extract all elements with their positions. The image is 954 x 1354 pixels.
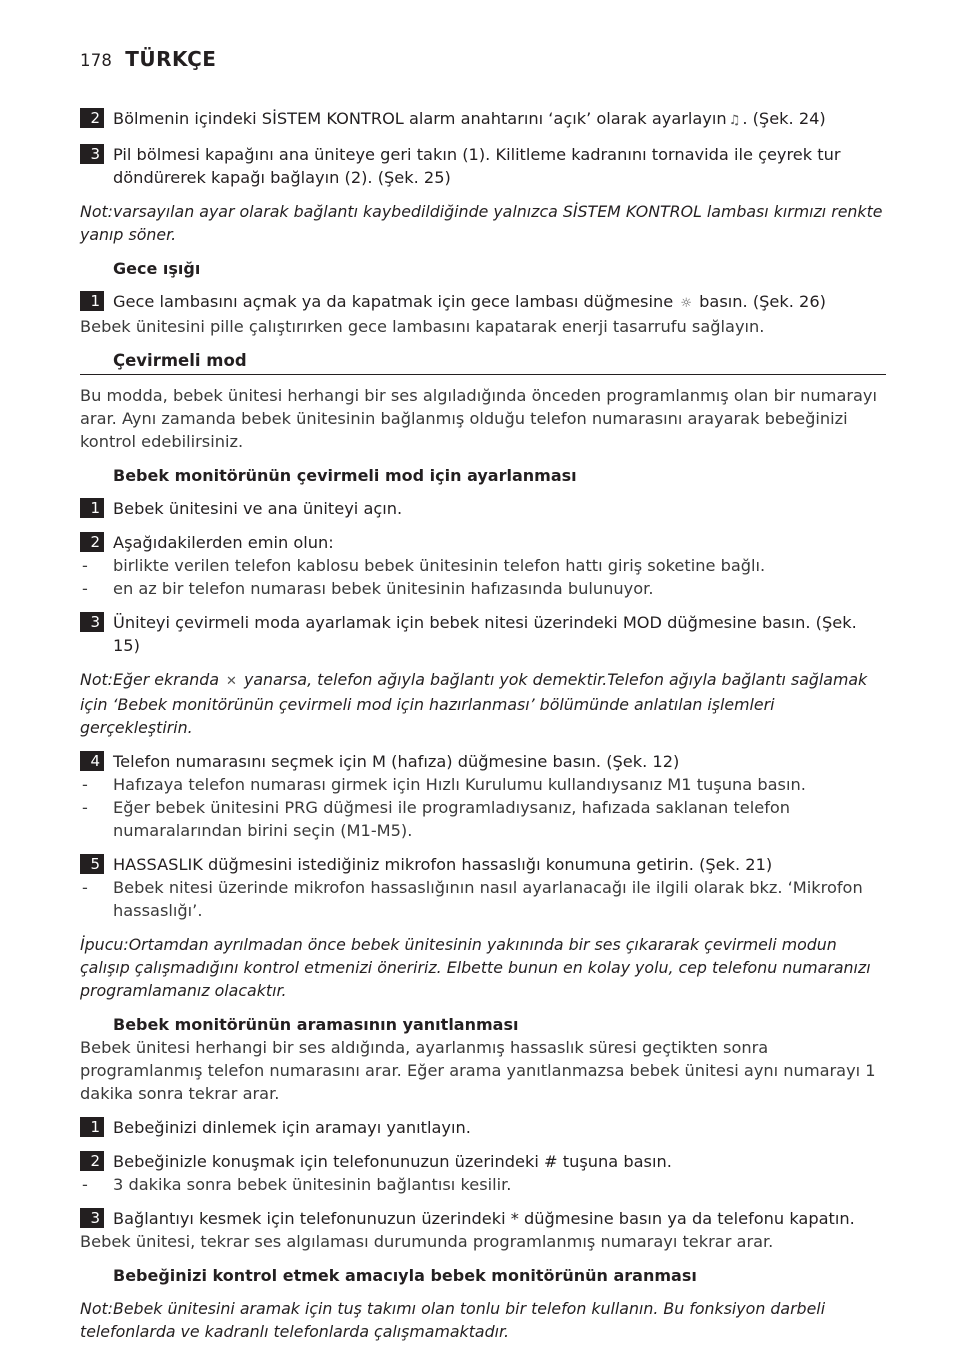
bullet-dash: -: [82, 579, 88, 598]
note-tone-phone: Not:Bebek ünitesini aramak için tuş takımı olan tonlu bir telefon kullanın. Bu fonksiyon darbeli telefonlarda ve kadranlı telefonlarda çalışmamaktadır.: [80, 1299, 826, 1341]
step-text: Gece lambasını açmak ya da kapatmak için gece lambası düğmesine: [113, 292, 674, 311]
step-switch-on: [80, 497, 886, 520]
step-ref: basın. (Şek. 26): [699, 292, 826, 311]
step-text: HASSASLIK düğmesini istediğiniz mikrofon hassaslığı konumuna getirin. (Şek. 21): [113, 855, 773, 874]
note-no-connection: [80, 668, 886, 739]
step-number: 5: [80, 854, 104, 874]
sun-icon: ☼: [680, 296, 692, 311]
step-text: Telefon numarasını seçmek için M (hafıza) düğmesine basın. (Şek. 12): [113, 752, 680, 771]
bullet-text: 3 dakika sonra bebek ünitesinin bağlantısı kesilir.: [113, 1175, 512, 1194]
page-number: 178: [80, 51, 113, 70]
bullet-item: [80, 773, 886, 796]
answer-intro: Bebek ünitesi herhangi bir ses aldığında, ayarlanmış hassaslık süresi geçtikten sonra programlanmış telefon numarasını arar. Eğer arama yanıtlanmazsa bebek ünitesi aynı numarayı 1 dakika sonra tekrar arar.: [80, 1038, 876, 1103]
step-number: 1: [80, 1117, 104, 1137]
step-text: Pil bölmesi kapağını ana üniteye geri takın (1). Kilitleme kadranını tornavida ile çeyrek tur döndürerek kapağı bağlayın (2). (Şek. 25): [113, 145, 841, 187]
step-close-battery-cover: [80, 143, 886, 189]
bullet-item: [80, 577, 886, 600]
step-number: 2: [80, 108, 104, 128]
bullet-text: Bebek nitesi üzerinde mikrofon hassaslığının nasıl ayarlanacağı ile ilgili olarak bkz. ‘Mikrofon hassaslığı’.: [113, 878, 863, 920]
step-number: 4: [80, 751, 104, 771]
step-text: Aşağıdakilerden emin olun:: [113, 533, 334, 552]
bullet-text: Eğer bebek ünitesini PRG düğmesi ile programladıysanız, hafızada saklanan telefon numaralarından birini seçin (M1-M5).: [113, 798, 791, 840]
heading-dial-mode: Çevirmeli mod: [80, 349, 886, 375]
bullet-dash: -: [82, 878, 88, 897]
bullet-dash: -: [82, 556, 88, 575]
step-sensitivity: [80, 853, 886, 876]
answer-after: Bebek ünitesi, tekrar ses algılaması durumunda programlanmış numarayı tekrar arar.: [80, 1232, 774, 1251]
bullet-text: birlikte verilen telefon kablosu bebek ünitesinin telefon hattı giriş soketine bağlı.: [113, 556, 766, 575]
step-talk: [80, 1150, 886, 1173]
step-number: 3: [80, 1208, 104, 1228]
heading-night-light: Gece ışığı: [113, 259, 201, 278]
step-text: Bağlantıyı kesmek için telefonunuzun üzerindeki * düğmesine basın ya da telefonu kapatın.: [113, 1209, 855, 1228]
step-number: 3: [80, 612, 104, 632]
antenna-crossed-icon: ✕: [226, 674, 237, 689]
note-system-control: Not:varsayılan ayar olarak bağlantı kaybedildiğinde yalnızca SİSTEM KONTROL lambası kırmızı renkte yanıp söner.: [80, 202, 883, 244]
bullet-dash: -: [82, 775, 88, 794]
step-number: 3: [80, 144, 104, 164]
step-night-light: [80, 290, 886, 315]
bullet-item: [80, 554, 886, 577]
bullet-item: [80, 876, 886, 922]
step-number: 2: [80, 532, 104, 552]
step-disconnect: [80, 1207, 886, 1230]
step-number: 1: [80, 291, 104, 311]
step-number: 1: [80, 498, 104, 518]
step-mode-button: [80, 611, 886, 657]
step-answer: [80, 1116, 886, 1139]
bell-icon: ♫: [728, 113, 741, 128]
heading-answer-call: Bebek monitörünün aramasının yanıtlanması: [113, 1015, 519, 1034]
language-title: TÜRKÇE: [125, 47, 217, 71]
step-text: Bebeğinizi dinlemek için aramayı yanıtlayın.: [113, 1118, 471, 1137]
bullet-dash: -: [82, 1175, 88, 1194]
heading-call-monitor: Bebeğinizi kontrol etmek amacıyla bebek monitörünün aranması: [113, 1266, 697, 1285]
bullet-item: [80, 1173, 886, 1196]
step-text: Bebek ünitesini ve ana üniteyi açın.: [113, 499, 403, 518]
step-memory-button: [80, 750, 886, 773]
step-make-sure: [80, 531, 886, 554]
step-text: Bebeğinizle konuşmak için telefonunuzun üzerindeki # tuşuna basın.: [113, 1152, 672, 1171]
step-switch-alarm: [80, 107, 886, 132]
heading-dial-setup: Bebek monitörünün çevirmeli mod için ayarlanması: [113, 466, 577, 485]
step-text: Bölmenin içindeki SİSTEM KONTROL alarm anahtarını ‘açık’ olarak ayarlayın: [113, 109, 727, 128]
bullet-item: [80, 796, 886, 842]
step-text: Üniteyi çevirmeli moda ayarlamak için bebek nitesi üzerindeki MOD düğmesine basın. (Şek. 15): [113, 613, 857, 655]
page-header: [80, 48, 216, 74]
step-number: 2: [80, 1151, 104, 1171]
note-text: yanarsa, telefon ağıyla bağlantı yok demektir.Telefon ağıyla bağlantı sağlamak için ‘Bebek monitörünün çevirmeli mod için hazırlanması’ bölümünde anlatılan işlemleri gerçekleştirin.: [80, 670, 868, 737]
dial-mode-intro: Bu modda, bebek ünitesi herhangi bir ses algıladığında önceden programlanmış olan bir numarayı arar. Aynı zamanda bebek ünitesinin bağlanmış olduğu telefon numarasını arayarak bebeğinizi kontrol edebilirsiniz.: [80, 386, 878, 451]
bullet-dash: -: [82, 798, 88, 817]
tip-test-dial-mode: İpucu:Ortamdan ayrılmadan önce bebek ünitesinin yakınında bir ses çıkararak çevirmeli modun çalışıp çalışmadığını kontrol etmenizi öneririz. Elbette bunun en kolay yolu, cep telefonu numaranızı programlamanız olacaktır.: [80, 935, 871, 1000]
night-light-tip: Bebek ünitesini pille çalıştırırken gece lambasını kapatarak enerji tasarrufu sağlayın.: [80, 317, 765, 336]
page-content: [80, 107, 886, 1343]
note-text: Not:Eğer ekranda: [80, 670, 220, 689]
bullet-text: en az bir telefon numarası bebek ünitesinin hafızasında bulunuyor.: [113, 579, 654, 598]
bullet-text: Hafızaya telefon numarası girmek için Hızlı Kurulumu kullandıysanız M1 tuşuna basın.: [113, 775, 806, 794]
step-ref: . (Şek. 24): [742, 109, 826, 128]
